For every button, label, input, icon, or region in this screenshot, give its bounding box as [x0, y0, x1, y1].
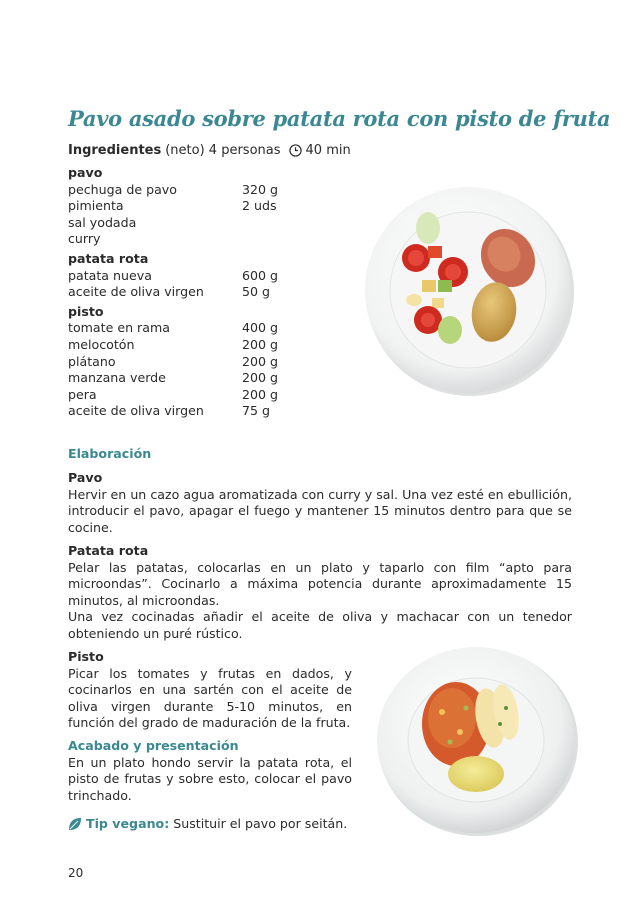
ingredient-row: [68, 354, 298, 371]
ingredient-name: pera: [68, 386, 97, 402]
ingredient-row: [68, 268, 298, 285]
ingredient-row: [68, 215, 298, 232]
ingredient-name: patata nueva: [68, 267, 152, 283]
ingredient-quantity: 200 g: [242, 336, 279, 352]
ingredient-group-title: patata rota: [68, 250, 149, 266]
step-pisto-title: Pisto: [68, 649, 104, 664]
ingredient-row: [68, 182, 298, 199]
ingredients-label: Ingredientes: [68, 143, 162, 158]
step-patata-text-2: Una vez cocinadas añadir el aceite de oliva y machacar con un tenedor obteniendo un puré rústico.: [68, 609, 572, 641]
step-patata-text: Pelar las patatas, colocarlas en un plato y taparlo con film “apto para microondas”. Cocinarlo a máxima potencia durante aproximadamente 15 minutos, al microondas.: [68, 559, 572, 608]
ingredient-row: [68, 387, 298, 404]
clock-icon: [289, 144, 302, 157]
servings-text: (neto) 4 personas: [165, 143, 281, 158]
ingredient-quantity: 200 g: [242, 386, 279, 402]
ingredient-name: pimienta: [68, 198, 124, 214]
ingredient-quantity: 320 g: [242, 181, 279, 197]
ingredient-name: pechuga de pavo: [68, 181, 177, 197]
elaboracion-heading: Elaboración: [68, 446, 152, 461]
step-acabado: [68, 738, 352, 804]
step-pavo: [68, 470, 572, 536]
ingredient-quantity: 200 g: [242, 370, 279, 386]
ingredient-row: [68, 337, 298, 354]
tip-vegano: [68, 816, 347, 831]
ingredient-row: [68, 231, 298, 248]
ingredient-name: aceite de oliva virgen: [68, 403, 204, 419]
recipe-title: Pavo asado sobre patata rota con pisto de fruta: [68, 106, 611, 131]
ingredients-list: [68, 165, 298, 420]
step-acabado-title: Acabado y presentación: [68, 738, 239, 753]
ingredient-name: melocotón: [68, 336, 135, 352]
page-number: 20: [68, 866, 84, 880]
step-pavo-text: Hervir en un cazo agua aromatizada con curry y sal. Una vez esté en ebullición, introducir el pavo, apagar el fuego y mantener 15 minutos dentro para que se cocine.: [68, 486, 572, 535]
step-pavo-title: Pavo: [68, 470, 103, 485]
ingredient-quantity: 400 g: [242, 320, 279, 336]
plate-image-turkey: [358, 180, 578, 400]
ingredient-name: aceite de oliva virgen: [68, 284, 204, 300]
ingredient-name: plátano: [68, 353, 116, 369]
ingredient-row: [68, 198, 298, 215]
step-pisto-text: Picar los tomates y frutas en dados, y cocinarlos en una sartén con el aceite de oliva virgen durante 5-10 minutos, en función del grado de maduración de la fruta.: [68, 665, 352, 731]
ingredient-row: [68, 320, 298, 337]
step-pisto: [68, 649, 352, 732]
time-text: 40 min: [305, 143, 351, 158]
ingredient-name: sal yodada: [68, 214, 137, 230]
step-acabado-text: En un plato hondo servir la patata rota, el pisto de frutas y sobre esto, colocar el pavo trinchado.: [68, 754, 352, 803]
ingredient-group-title: pavo: [68, 165, 103, 180]
plate-image-plated: [372, 642, 580, 838]
ingredient-quantity: 2 uds: [242, 198, 277, 214]
step-patata-title: Patata rota: [68, 543, 149, 558]
leaf-icon: [68, 817, 82, 831]
ingredient-name: tomate en rama: [68, 320, 170, 336]
ingredient-quantity: 50 g: [242, 284, 271, 300]
ingredient-quantity: 600 g: [242, 267, 279, 283]
ingredient-row: [68, 403, 298, 420]
ingredient-quantity: 75 g: [242, 403, 271, 419]
ingredient-row: [68, 284, 298, 301]
ingredient-name: curry: [68, 231, 101, 247]
ingredient-name: manzana verde: [68, 370, 166, 386]
tip-text: Sustituir el pavo por seitán.: [173, 816, 348, 831]
step-patata: [68, 543, 572, 643]
ingredient-quantity: 200 g: [242, 353, 279, 369]
ingredient-group-title: pisto: [68, 303, 104, 319]
ingredient-row: [68, 370, 298, 387]
tip-label: Tip vegano:: [86, 816, 170, 831]
ingredients-meta: [68, 143, 351, 158]
